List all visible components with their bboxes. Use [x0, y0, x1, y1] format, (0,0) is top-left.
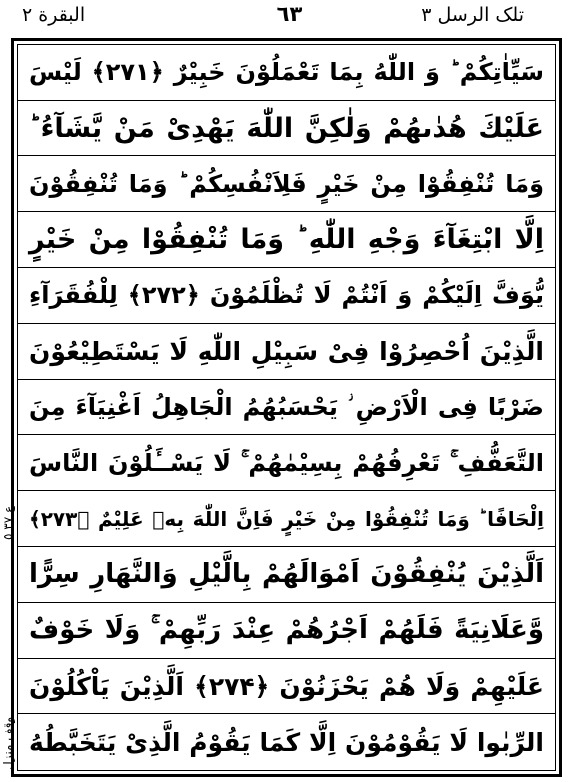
text-line	[18, 268, 555, 324]
text-line	[18, 157, 555, 213]
line-text: اِلَّا ابْتِغَآءَ وَجْهِ اللّٰهِ ؕ وَمَا تُنْفِقُوْا مِنْ خَيْرٍ	[29, 224, 544, 256]
margin-notes	[0, 470, 14, 770]
text-line	[18, 324, 555, 380]
line-text: عَلَيْهِمْ وَلَا هُمْ يَحْزَنُوْنَ ﴿۲۷۴﴾ اَلَّذِيْنَ يَاْكُلُوْنَ	[29, 671, 544, 701]
text-line	[18, 45, 555, 101]
text-line	[18, 547, 555, 603]
text-line	[18, 659, 555, 715]
line-text: يُّوَفَّ اِلَيْكُمْ وَ اَنْتُمْ لَا تُظْلَمُوْنَ ﴿۲۷۲﴾ لِلْفُقَرَآءِ	[29, 281, 544, 310]
line-text: عَلَيْكَ هُدٰىهُمْ وَلٰكِنَّ اللّٰهَ يَهْدِىْ مَنْ يَّشَآءُ ؕ	[29, 112, 544, 144]
margin-note-manzil: وقف منزل	[1, 716, 15, 770]
line-text: اَلَّذِيْنَ يُنْفِقُوْنَ اَمْوَالَهُمْ بِالَّيْلِ وَالنَّهَارِ سِرًّا	[29, 559, 544, 590]
line-text: وَمَا تُنْفِقُوْا مِنْ خَيْرٍ فَلِاَنْفُسِكُمْ ؕ وَمَا تُنْفِقُوْنَ	[29, 169, 544, 198]
line-text: اِلْحَافًا ؕ وَمَا تُنْفِقُوْا مِنْ خَيْرٍ فَاِنَّ اللّٰهَ بِهٖ عَلِيْمٌ ﴿۲۷۳﴾	[29, 506, 544, 531]
surah-name: البقرة ٢	[22, 4, 86, 26]
text-line	[18, 715, 555, 770]
text-line	[18, 212, 555, 268]
text-line	[18, 491, 555, 547]
margin-note-ruku: ع ٣٧ ٥	[1, 505, 15, 540]
text-line	[18, 436, 555, 492]
line-text: التَّعَفُّفِ ۚ تَعْرِفُهُمْ بِسِيْمٰهُمْ ۚ لَا يَسْــَٔلُوْنَ النَّاسَ	[29, 448, 544, 477]
text-line	[18, 380, 555, 436]
text-line	[18, 101, 555, 157]
line-text: الرِّبٰوا لَا يَقُوْمُوْنَ اِلَّا كَمَا يَقُوْمُ الَّذِىْ يَتَخَبَّطُهُ	[29, 727, 544, 757]
line-text: الَّذِيْنَ اُحْصِرُوْا فِىْ سَبِيْلِ اللّٰهِ لَا يَسْتَطِيْعُوْنَ	[29, 336, 544, 366]
juz-name: تلک الرسل ٣	[421, 4, 524, 26]
line-text: سَيِّاٰتِكُمْ ؕ وَ اللّٰهُ بِمَا تَعْمَلُوْنَ خَبِيْرٌ ﴿۲۷۱﴾ لَيْسَ	[29, 58, 544, 87]
page-number: ٦٣	[276, 2, 303, 26]
line-text: وَّعَلَانِيَةً فَلَهُمْ اَجْرُهُمْ عِنْدَ رَبِّهِمْ ۚ وَلَا خَوْفٌ	[29, 614, 544, 645]
page-header	[0, 0, 579, 40]
text-line	[18, 603, 555, 659]
line-text: ضَرْبًا فِى الْاَرْضِ ؗ يَحْسَبُهُمُ الْجَاهِلُ اَغْنِيَآءَ مِنَ	[29, 393, 544, 422]
text-block	[18, 45, 555, 770]
